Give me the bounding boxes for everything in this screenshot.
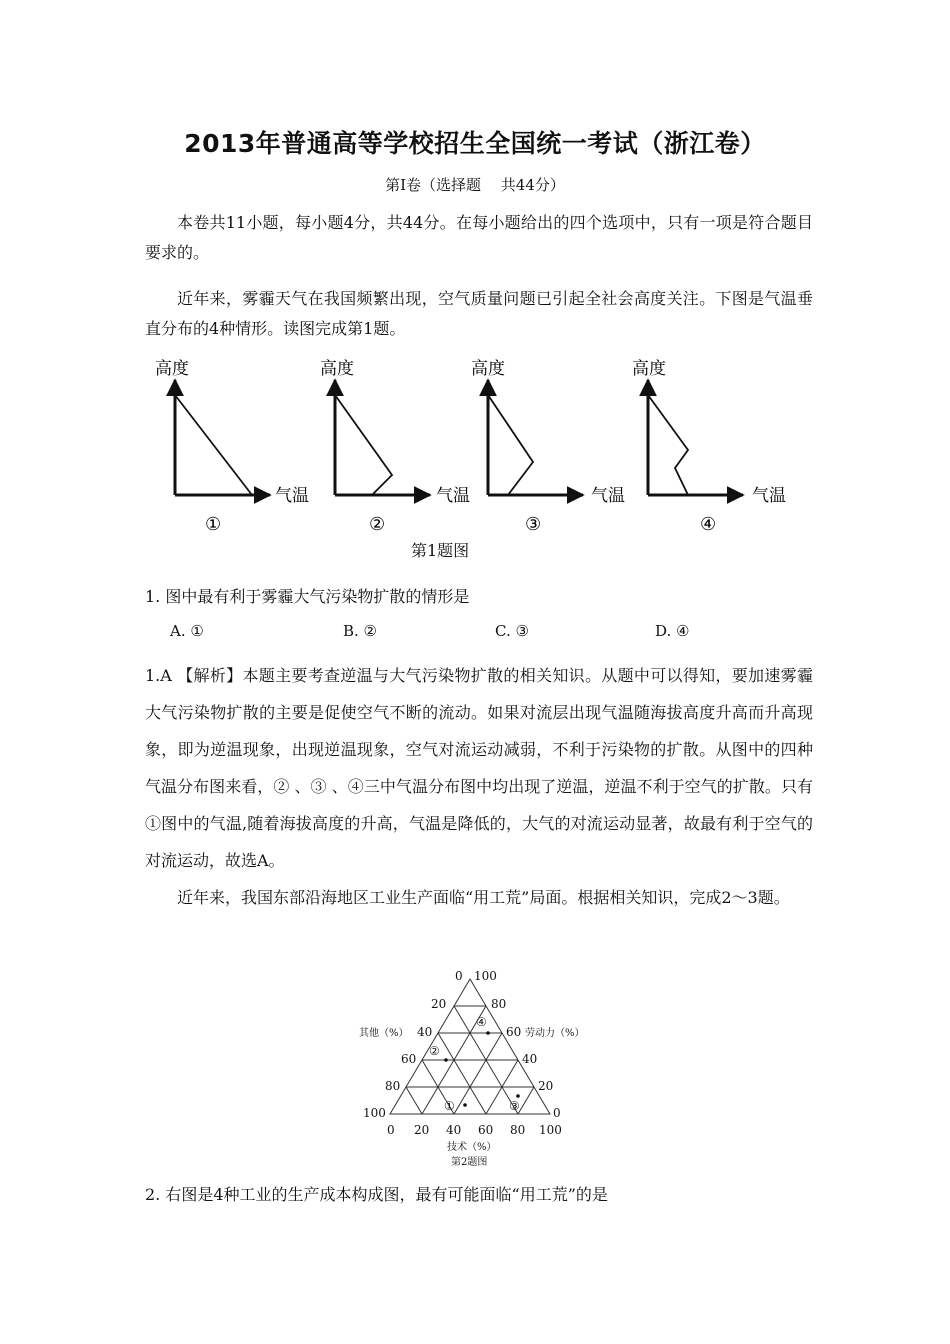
right-axis-label: 劳动力（%）: [525, 1028, 585, 1039]
y-axis-label: 高度: [632, 359, 666, 379]
question-1-option-b: B. ②: [343, 622, 378, 640]
bottom-tick-80: 80: [510, 1123, 526, 1137]
section-subtitle: 第Ⅰ卷（选择题 共44分）: [385, 176, 565, 194]
right-tick-0: 0: [553, 1106, 561, 1120]
figure-2-ternary-diagram: [355, 962, 585, 1177]
x-axis-label: 气温: [275, 486, 309, 506]
x-axis-label: 气温: [591, 486, 625, 506]
question-1-option-d: D. ④: [655, 622, 690, 640]
figure-1-temperature-profiles: [140, 350, 820, 540]
point-4-label: ④: [476, 1015, 487, 1029]
question-2-stem: 2. 右图是4种工业的生产成本构成图，最有可能面临“用工荒”的是: [145, 1185, 608, 1204]
left-tick-60: 60: [401, 1052, 417, 1066]
point-3-label: ③: [509, 1099, 520, 1113]
y-axis-label: 高度: [320, 359, 354, 379]
question-1-option-c: C. ③: [495, 622, 529, 640]
intro-paragraph: 本卷共11小题，每小题4分，共44分。在每小题给出的四个选项中，只有一项是符合题目要求的。: [145, 213, 813, 262]
point-3-marker: [516, 1094, 520, 1098]
bottom-tick-60: 60: [478, 1123, 494, 1137]
panel-label: ②: [369, 514, 386, 535]
point-1-marker: [463, 1103, 467, 1107]
y-axis-label: 高度: [155, 359, 189, 379]
context-paragraph-1: 近年来，雾霾天气在我国频繁出现，空气质量问题已引起全社会高度关注。下图是气温垂直分布的4种情形。读图完成第1题。: [145, 289, 813, 338]
bottom-axis-label: 技术（%）: [447, 1142, 497, 1153]
figure-1-panel-4: [632, 359, 786, 535]
page-title: 2013年普通高等学校招生全国统一考试（浙江卷）: [184, 129, 766, 158]
panel-label: ④: [700, 514, 717, 535]
y-axis-label: 高度: [471, 359, 505, 379]
left-tick-20: 20: [431, 997, 447, 1011]
right-tick-40: 40: [522, 1052, 538, 1066]
left-tick-0: 0: [455, 969, 463, 983]
point-1-label: ①: [444, 1099, 455, 1113]
bottom-tick-20: 20: [414, 1123, 430, 1137]
right-tick-80: 80: [491, 997, 507, 1011]
left-tick-80: 80: [385, 1079, 401, 1093]
left-axis-label: 其他（%）: [359, 1028, 409, 1039]
bottom-tick-0: 0: [387, 1123, 395, 1137]
point-2-label: ②: [429, 1044, 440, 1058]
right-tick-100: 100: [474, 969, 497, 983]
figure-1-panel-3: [471, 359, 625, 535]
answer-1-explanation: 1.A 【解析】本题主要考查逆温与大气污染物扩散的相关知识。从题中可以得知，要加速雾霾大气污染物扩散的主要是促使空气不断的流动。如果对流层出现气温随海拔高度升高而升高现象，即为逆温现象，出现逆温现象，空气对流运动减弱，不利于污染物的扩散。从图中的四种气温分布图来看，② 、③ 、④三中气温分布图中均出现了逆温，逆温不利于空气的扩散。只有 ①图中的气温,随着海拔高度的升高，气温是降低的，大气的对流运动显著，故最有利于空气的对流运动，故选A。: [145, 666, 813, 870]
x-axis-label: 气温: [752, 486, 786, 506]
left-tick-100: 100: [363, 1106, 386, 1120]
figure-1-panel-1: [155, 359, 309, 535]
point-2-marker: [444, 1058, 448, 1062]
x-axis-label: 气温: [436, 486, 470, 506]
question-1-stem: 1. 图中最有利于雾霾大气污染物扩散的情形是: [145, 587, 470, 606]
point-4-marker: [486, 1031, 490, 1035]
right-tick-60: 60: [506, 1025, 522, 1039]
question-1-option-a: A. ①: [170, 622, 204, 640]
panel-label: ①: [205, 514, 222, 535]
left-tick-40: 40: [417, 1025, 433, 1039]
figure-1-panel-2: [320, 359, 470, 535]
figure-1-caption: 第1题图: [411, 541, 470, 560]
figure-2-caption: 第2题图: [451, 1157, 488, 1168]
context-paragraph-2: 近年来，我国东部沿海地区工业生产面临“用工荒”局面。根据相关知识，完成2～3题。: [177, 888, 790, 907]
right-tick-20: 20: [538, 1079, 554, 1093]
bottom-tick-40: 40: [446, 1123, 462, 1137]
panel-label: ③: [525, 514, 542, 535]
bottom-tick-100: 100: [539, 1123, 562, 1137]
